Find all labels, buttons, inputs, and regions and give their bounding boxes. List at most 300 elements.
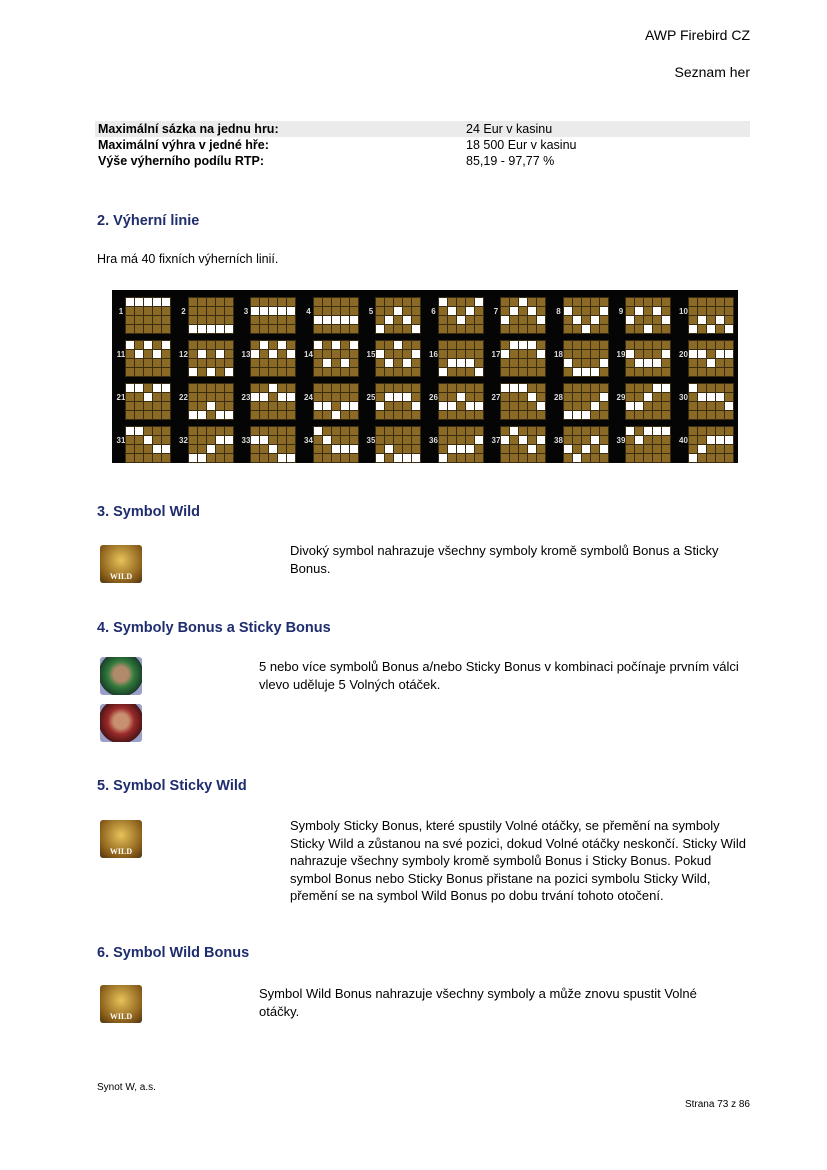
payline-cell xyxy=(332,427,340,435)
payline-number: 23 xyxy=(241,393,251,402)
payline-cell xyxy=(537,445,545,453)
payline-cell xyxy=(251,359,259,367)
payline-cell xyxy=(403,325,411,333)
payline-cell xyxy=(707,316,715,324)
payline-cell xyxy=(698,384,706,392)
payline-cell xyxy=(475,368,483,376)
payline-cell xyxy=(332,368,340,376)
payline-cell xyxy=(591,454,599,462)
payline-cell xyxy=(403,436,411,444)
payline-cell xyxy=(260,316,268,324)
payline-cell xyxy=(403,368,411,376)
payline-cell xyxy=(644,427,652,435)
payline-cell xyxy=(260,402,268,410)
payline-cell xyxy=(564,350,572,358)
payline-cell xyxy=(457,436,465,444)
payline-cell xyxy=(537,454,545,462)
payline-cell xyxy=(662,359,670,367)
payline-cell xyxy=(207,384,215,392)
payline-cell xyxy=(725,393,733,401)
wild-symbol-icon xyxy=(100,545,142,583)
payline-cell xyxy=(635,411,643,419)
payline-cell xyxy=(332,359,340,367)
payline-cell xyxy=(644,445,652,453)
payline-cell xyxy=(144,427,152,435)
payline-cell xyxy=(403,393,411,401)
payline-cell xyxy=(376,411,384,419)
payline-cell xyxy=(260,454,268,462)
payline-cell xyxy=(287,454,295,462)
payline-cell xyxy=(412,427,420,435)
payline-number: 33 xyxy=(241,436,251,445)
payline-cell xyxy=(207,325,215,333)
info-row-max-win xyxy=(95,137,750,153)
payline-cell xyxy=(144,402,152,410)
payline-cell xyxy=(394,307,402,315)
payline-cell xyxy=(126,393,134,401)
payline-cell xyxy=(135,341,143,349)
payline-cell xyxy=(126,359,134,367)
payline-cell xyxy=(189,411,197,419)
payline-cell xyxy=(403,350,411,358)
payline-cell xyxy=(278,325,286,333)
payline-cell xyxy=(376,384,384,392)
payline-cell xyxy=(501,402,509,410)
payline-cell xyxy=(376,427,384,435)
payline-cell xyxy=(626,454,634,462)
payline-cell xyxy=(689,393,697,401)
wild-label: WILD xyxy=(109,1012,133,1021)
payline-cell xyxy=(198,298,206,306)
payline-cell xyxy=(350,316,358,324)
payline-cell xyxy=(394,384,402,392)
payline-cell xyxy=(314,307,322,315)
payline-grid xyxy=(563,340,609,377)
bonus-symbol-icon xyxy=(100,657,142,695)
info-label: Výše výherního podílu RTP: xyxy=(98,154,264,168)
payline-cell xyxy=(573,445,581,453)
payline-cell xyxy=(698,359,706,367)
payline-cell xyxy=(189,298,197,306)
payline-cell xyxy=(269,384,277,392)
payline-cell xyxy=(573,436,581,444)
payline-grid xyxy=(313,297,359,334)
payline-cell xyxy=(269,298,277,306)
payline-cell xyxy=(519,350,527,358)
payline-cell xyxy=(716,454,724,462)
payline-cell xyxy=(207,307,215,315)
payline-cell xyxy=(448,350,456,358)
payline-cell xyxy=(662,341,670,349)
payline-cell xyxy=(653,454,661,462)
payline-cell xyxy=(716,350,724,358)
payline-20 xyxy=(676,335,739,378)
payline-cell xyxy=(448,436,456,444)
payline-cell xyxy=(644,341,652,349)
payline-grid xyxy=(188,383,234,420)
payline-grid xyxy=(438,340,484,377)
payline-33 xyxy=(238,421,301,464)
payline-31 xyxy=(113,421,176,464)
info-value: 18 500 Eur v kasinu xyxy=(466,138,577,152)
payline-cell xyxy=(135,445,143,453)
payline-cell xyxy=(725,359,733,367)
payline-cell xyxy=(626,436,634,444)
payline-number: 1 xyxy=(118,307,124,316)
payline-cell xyxy=(216,298,224,306)
payline-cell xyxy=(189,393,197,401)
payline-cell xyxy=(510,341,518,349)
payline-cell xyxy=(466,411,474,419)
payline-cell xyxy=(332,393,340,401)
payline-cell xyxy=(725,384,733,392)
payline-cell xyxy=(216,393,224,401)
payline-cell xyxy=(278,393,286,401)
payline-cell xyxy=(162,325,170,333)
payline-cell xyxy=(600,384,608,392)
payline-cell xyxy=(350,445,358,453)
payline-cell xyxy=(457,384,465,392)
payline-26 xyxy=(426,378,489,421)
payline-cell xyxy=(519,411,527,419)
payline-cell xyxy=(448,427,456,435)
payline-number: 9 xyxy=(618,307,624,316)
payline-5 xyxy=(363,292,426,335)
payline-cell xyxy=(385,325,393,333)
payline-cell xyxy=(475,411,483,419)
payline-number: 18 xyxy=(554,350,563,359)
payline-cell xyxy=(260,350,268,358)
payline-cell xyxy=(716,359,724,367)
payline-cell xyxy=(501,307,509,315)
payline-cell xyxy=(135,359,143,367)
payline-8 xyxy=(551,292,614,335)
payline-cell xyxy=(466,350,474,358)
payline-cell xyxy=(591,341,599,349)
payline-cell xyxy=(394,350,402,358)
payline-cell xyxy=(251,436,259,444)
payline-cell xyxy=(644,307,652,315)
payline-cell xyxy=(519,316,527,324)
payline-cell xyxy=(707,298,715,306)
payline-cell xyxy=(216,368,224,376)
payline-2 xyxy=(176,292,239,335)
payline-cell xyxy=(162,454,170,462)
payline-cell xyxy=(135,436,143,444)
payline-cell xyxy=(144,325,152,333)
payline-cell xyxy=(376,298,384,306)
payline-cell xyxy=(653,393,661,401)
payline-grid xyxy=(563,383,609,420)
payline-cell xyxy=(341,316,349,324)
payline-grid xyxy=(250,426,296,463)
payline-cell xyxy=(528,359,536,367)
payline-21 xyxy=(113,378,176,421)
payline-cell xyxy=(153,316,161,324)
payline-11 xyxy=(113,335,176,378)
payline-cell xyxy=(635,393,643,401)
payline-cell xyxy=(385,445,393,453)
payline-cell xyxy=(635,454,643,462)
payline-cell xyxy=(582,307,590,315)
payline-cell xyxy=(716,341,724,349)
payline-cell xyxy=(689,341,697,349)
payline-cell xyxy=(287,427,295,435)
payline-cell xyxy=(394,454,402,462)
payline-cell xyxy=(385,341,393,349)
payline-cell xyxy=(573,341,581,349)
payline-cell xyxy=(162,368,170,376)
payline-cell xyxy=(350,307,358,315)
payline-cell xyxy=(135,298,143,306)
payline-cell xyxy=(519,384,527,392)
payline-cell xyxy=(412,411,420,419)
payline-29 xyxy=(613,378,676,421)
payline-cell xyxy=(269,454,277,462)
payline-cell xyxy=(698,316,706,324)
payline-cell xyxy=(403,307,411,315)
payline-cell xyxy=(135,325,143,333)
payline-cell xyxy=(600,368,608,376)
bonus-description: 5 nebo více symbolů Bonus a/nebo Sticky Bonus v kombinaci počínaje prvním válci vlevo uděluje 5 Volných otáček. xyxy=(259,659,739,692)
payline-cell xyxy=(207,454,215,462)
payline-cell xyxy=(716,436,724,444)
payline-cell xyxy=(350,359,358,367)
payline-cell xyxy=(251,445,259,453)
payline-7 xyxy=(488,292,551,335)
payline-cell xyxy=(573,325,581,333)
payline-cell xyxy=(269,393,277,401)
payline-cell xyxy=(341,307,349,315)
payline-cell xyxy=(564,307,572,315)
payline-cell xyxy=(626,298,634,306)
payline-cell xyxy=(314,298,322,306)
payline-cell xyxy=(626,359,634,367)
payline-cell xyxy=(153,445,161,453)
payline-number: 25 xyxy=(366,393,376,402)
payline-cell xyxy=(278,384,286,392)
payline-cell xyxy=(439,427,447,435)
payline-number: 8 xyxy=(556,307,561,316)
payline-cell xyxy=(287,445,295,453)
payline-cell xyxy=(439,368,447,376)
payline-cell xyxy=(126,350,134,358)
payline-cell xyxy=(287,368,295,376)
section-heading-wild-bonus: 6. Symbol Wild Bonus xyxy=(97,945,250,961)
payline-cell xyxy=(126,298,134,306)
payline-cell xyxy=(251,350,259,358)
payline-cell xyxy=(314,384,322,392)
payline-cell xyxy=(537,402,545,410)
payline-cell xyxy=(198,307,206,315)
payline-cell xyxy=(510,427,518,435)
payline-cell xyxy=(475,384,483,392)
payline-cell xyxy=(278,316,286,324)
payline-cell xyxy=(207,341,215,349)
payline-cell xyxy=(537,359,545,367)
paylines-image xyxy=(112,290,738,463)
payline-cell xyxy=(564,445,572,453)
payline-cell xyxy=(662,427,670,435)
payline-cell xyxy=(323,402,331,410)
payline-cell xyxy=(644,411,652,419)
payline-cell xyxy=(662,350,670,358)
payline-cell xyxy=(448,445,456,453)
payline-cell xyxy=(600,393,608,401)
payline-cell xyxy=(216,359,224,367)
payline-cell xyxy=(439,350,447,358)
payline-cell xyxy=(582,411,590,419)
payline-cell xyxy=(198,411,206,419)
payline-cell xyxy=(323,307,331,315)
payline-cell xyxy=(412,384,420,392)
payline-cell xyxy=(510,393,518,401)
payline-6 xyxy=(426,292,489,335)
payline-grid xyxy=(250,297,296,334)
payline-cell xyxy=(225,368,233,376)
payline-cell xyxy=(207,350,215,358)
payline-cell xyxy=(350,298,358,306)
payline-cell xyxy=(501,325,509,333)
payline-cell xyxy=(269,359,277,367)
payline-cell xyxy=(350,384,358,392)
payline-cell xyxy=(207,359,215,367)
payline-grid xyxy=(375,383,421,420)
payline-cell xyxy=(216,402,224,410)
payline-cell xyxy=(564,298,572,306)
payline-cell xyxy=(448,359,456,367)
payline-cell xyxy=(725,325,733,333)
payline-cell xyxy=(626,325,634,333)
payline-cell xyxy=(385,298,393,306)
payline-cell xyxy=(341,325,349,333)
payline-cell xyxy=(198,341,206,349)
payline-cell xyxy=(689,445,697,453)
payline-cell xyxy=(707,454,715,462)
payline-cell xyxy=(707,393,715,401)
payline-cell xyxy=(564,384,572,392)
payline-cell xyxy=(287,393,295,401)
payline-cell xyxy=(537,436,545,444)
payline-cell xyxy=(162,307,170,315)
payline-18 xyxy=(551,335,614,378)
payline-cell xyxy=(439,384,447,392)
payline-cell xyxy=(519,454,527,462)
payline-cell xyxy=(216,307,224,315)
payline-cell xyxy=(573,350,581,358)
payline-cell xyxy=(510,350,518,358)
payline-cell xyxy=(582,341,590,349)
payline-cell xyxy=(466,316,474,324)
payline-cell xyxy=(519,436,527,444)
payline-number: 2 xyxy=(181,307,186,316)
payline-number: 26 xyxy=(429,393,438,402)
payline-cell xyxy=(519,298,527,306)
payline-grid xyxy=(250,383,296,420)
payline-cell xyxy=(135,427,143,435)
payline-cell xyxy=(600,445,608,453)
payline-cell xyxy=(716,298,724,306)
payline-cell xyxy=(600,316,608,324)
payline-cell xyxy=(323,368,331,376)
payline-cell xyxy=(439,341,447,349)
payline-cell xyxy=(439,359,447,367)
payline-cell xyxy=(501,427,509,435)
payline-cell xyxy=(376,402,384,410)
payline-cell xyxy=(269,368,277,376)
payline-cell xyxy=(207,427,215,435)
payline-cell xyxy=(376,316,384,324)
payline-cell xyxy=(144,350,152,358)
payline-cell xyxy=(323,384,331,392)
payline-cell xyxy=(439,454,447,462)
payline-cell xyxy=(189,350,197,358)
payline-cell xyxy=(412,316,420,324)
payline-number: 22 xyxy=(179,393,188,402)
payline-number: 38 xyxy=(554,436,563,445)
payline-cell xyxy=(323,445,331,453)
payline-cell xyxy=(716,307,724,315)
payline-cell xyxy=(376,436,384,444)
payline-cell xyxy=(394,427,402,435)
payline-cell xyxy=(698,368,706,376)
payline-cell xyxy=(260,384,268,392)
payline-cell xyxy=(189,427,197,435)
payline-cell xyxy=(591,298,599,306)
payline-cell xyxy=(269,427,277,435)
payline-cell xyxy=(225,384,233,392)
payline-cell xyxy=(350,411,358,419)
payline-grid xyxy=(188,426,234,463)
payline-cell xyxy=(501,350,509,358)
payline-cell xyxy=(314,402,322,410)
payline-cell xyxy=(439,411,447,419)
payline-cell xyxy=(475,427,483,435)
payline-22 xyxy=(176,378,239,421)
payline-cell xyxy=(314,359,322,367)
payline-cell xyxy=(350,350,358,358)
payline-cell xyxy=(635,316,643,324)
payline-grid xyxy=(125,383,171,420)
payline-cell xyxy=(475,325,483,333)
payline-cell xyxy=(591,436,599,444)
payline-cell xyxy=(189,325,197,333)
payline-cell xyxy=(716,393,724,401)
payline-cell xyxy=(126,402,134,410)
payline-cell xyxy=(260,325,268,333)
payline-cell xyxy=(162,445,170,453)
payline-cell xyxy=(653,436,661,444)
payline-cell xyxy=(591,316,599,324)
payline-cell xyxy=(528,402,536,410)
payline-cell xyxy=(189,316,197,324)
payline-cell xyxy=(653,316,661,324)
payline-grid xyxy=(313,426,359,463)
payline-cell xyxy=(376,359,384,367)
payline-cell xyxy=(216,411,224,419)
payline-cell xyxy=(591,359,599,367)
payline-cell xyxy=(126,325,134,333)
payline-cell xyxy=(448,454,456,462)
payline-cell xyxy=(725,341,733,349)
payline-cell xyxy=(501,359,509,367)
payline-cell xyxy=(698,411,706,419)
payline-24 xyxy=(301,378,364,421)
payline-cell xyxy=(287,307,295,315)
payline-cell xyxy=(412,402,420,410)
payline-cell xyxy=(564,454,572,462)
payline-cell xyxy=(207,411,215,419)
